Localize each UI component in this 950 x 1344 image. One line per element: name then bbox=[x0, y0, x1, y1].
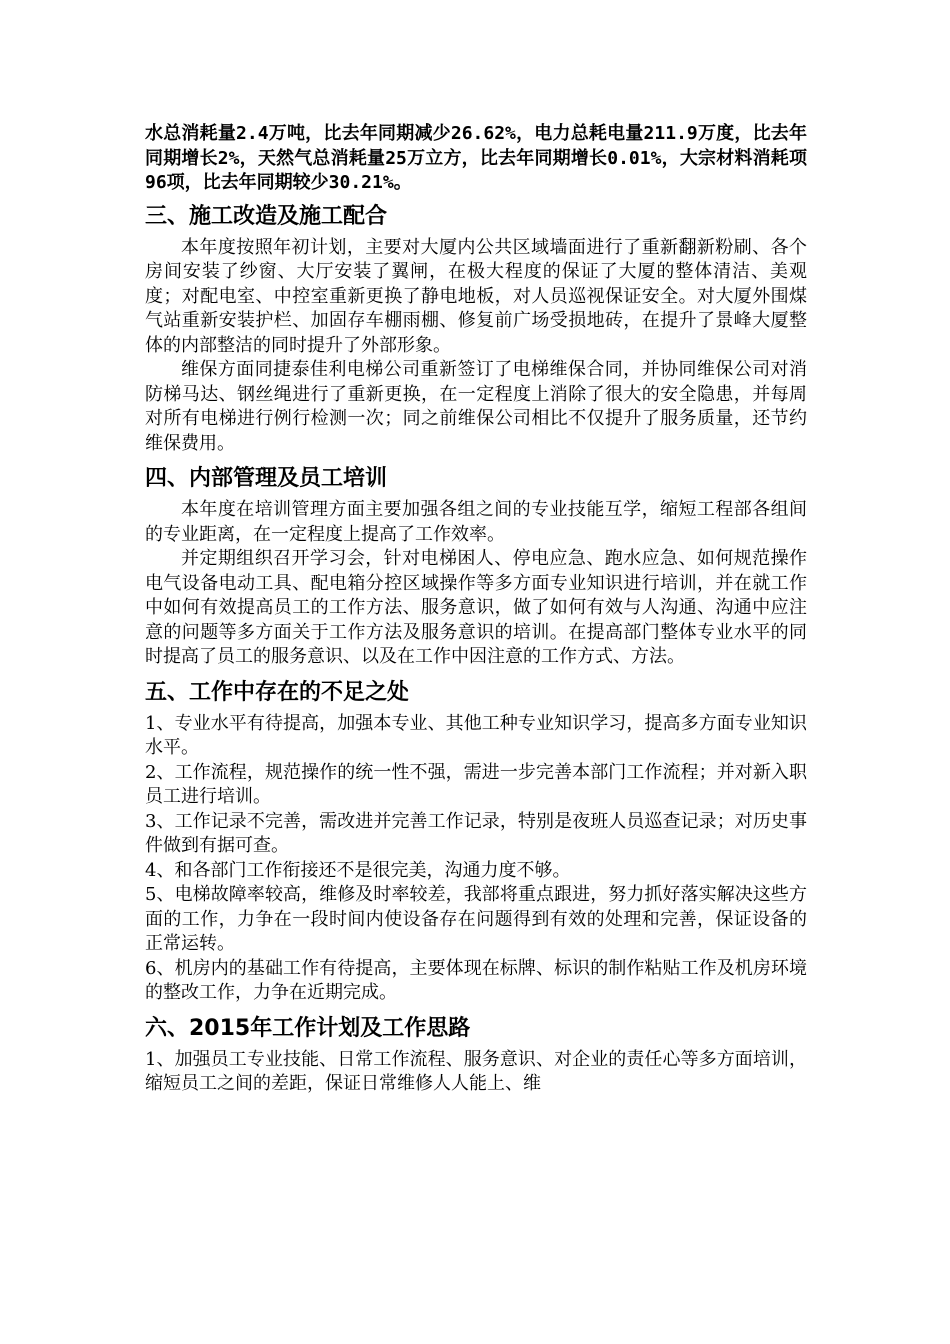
paragraph: 本年度按照年初计划，主要对大厦内公共区域墙面进行了重新翻新粉刷、各个房间安装了纱窗、大厅安装了翼闸，在极大程度的保证了大厦的整体清洁、美观度；对配电室、中控室重新更换了静电地板，对人员巡视保证安全。对大厦外围煤气站重新安装护栏、加固存车棚雨棚、修复前广场受损地砖，在提升了景峰大厦整体的内部整洁的同时提升了外部形象。 bbox=[145, 236, 807, 356]
section-construction bbox=[145, 202, 807, 457]
list-item: 3、工作记录不完善，需改进并完善工作记录，特别是夜班人员巡查记录；对历史事件做到有据可查。 bbox=[145, 810, 807, 856]
paragraph: 并定期组织召开学习会，针对电梯困人、停电应急、跑水应急、如何规范操作电气设备电动工具、配电箱分控区域操作等多方面专业知识进行培训，并在就工作中如何有效提高员工的工作方法、服务意识，做了如何有效与人沟通、沟通中应注意的问题等多方面关于工作方法及服务意识的培训。在提高部门整体专业水平的同时提高了员工的服务意识、以及在工作中因注意的工作方式、方法。 bbox=[145, 548, 807, 667]
section-heading: 四、内部管理及员工培训 bbox=[145, 466, 388, 491]
list-item: 1、专业水平有待提高，加强本专业、其他工种专业知识学习，提高多方面专业知识水平。 bbox=[145, 712, 807, 758]
list-item: 4、和各部门工作衔接还不是很完美，沟通力度不够。 bbox=[145, 859, 571, 881]
list-item: 6、机房内的基础工作有待提高，主要体现在标牌、标识的制作粘贴工作及机房环境的整改工作，力争在近期完成。 bbox=[145, 957, 807, 1003]
section-work-plan bbox=[145, 1014, 807, 1097]
section-heading: 三、施工改造及施工配合 bbox=[145, 203, 388, 229]
paragraph: 维保方面同捷泰佳利电梯公司重新签订了电梯维保合同，并协同维保公司对消防梯马达、钢丝绳进行了重新更换，在一定程度上消除了很大的安全隐患，并每周对所有电梯进行例行检测一次；同之前维保公司相比不仅提升了服务质量，还节约维保费用。 bbox=[145, 359, 807, 454]
intro-paragraph: 水总消耗量2.4万吨，比去年同期减少26.62%，电力总耗电量211.9万度，比去年同期增长2%，天然气总消耗量25万立方，比去年同期增长0.01%，大宗材料消耗项96项，比去年同期较少30.21%。 bbox=[145, 123, 807, 193]
list-item: 2、工作流程，规范操作的统一性不强，需进一步完善本部门工作流程；并对新入职员工进行培训。 bbox=[145, 761, 807, 807]
list-item: 1、加强员工专业技能、日常工作流程、服务意识、对企业的责任心等多方面培训，缩短员工之间的差距，保证日常维修人人能上、维 bbox=[145, 1048, 807, 1094]
section-heading: 五、工作中存在的不足之处 bbox=[145, 679, 410, 705]
document-body bbox=[145, 122, 807, 1105]
section-heading: 六、2015年工作计划及工作思路 bbox=[145, 1015, 471, 1041]
section-management-training bbox=[145, 464, 807, 670]
paragraph: 本年度在培训管理方面主要加强各组之间的专业技能互学，缩短工程部各组间的专业距离，在一定程度上提高了工作效率。 bbox=[145, 499, 807, 545]
list-item: 5、电梯故障率较高，维修及时率较差，我部将重点跟进，努力抓好落实解决这些方面的工作，力争在一段时间内使设备存在问题得到有效的处理和完善，保证设备的正常运转。 bbox=[145, 884, 807, 954]
section-shortcomings bbox=[145, 678, 807, 1006]
